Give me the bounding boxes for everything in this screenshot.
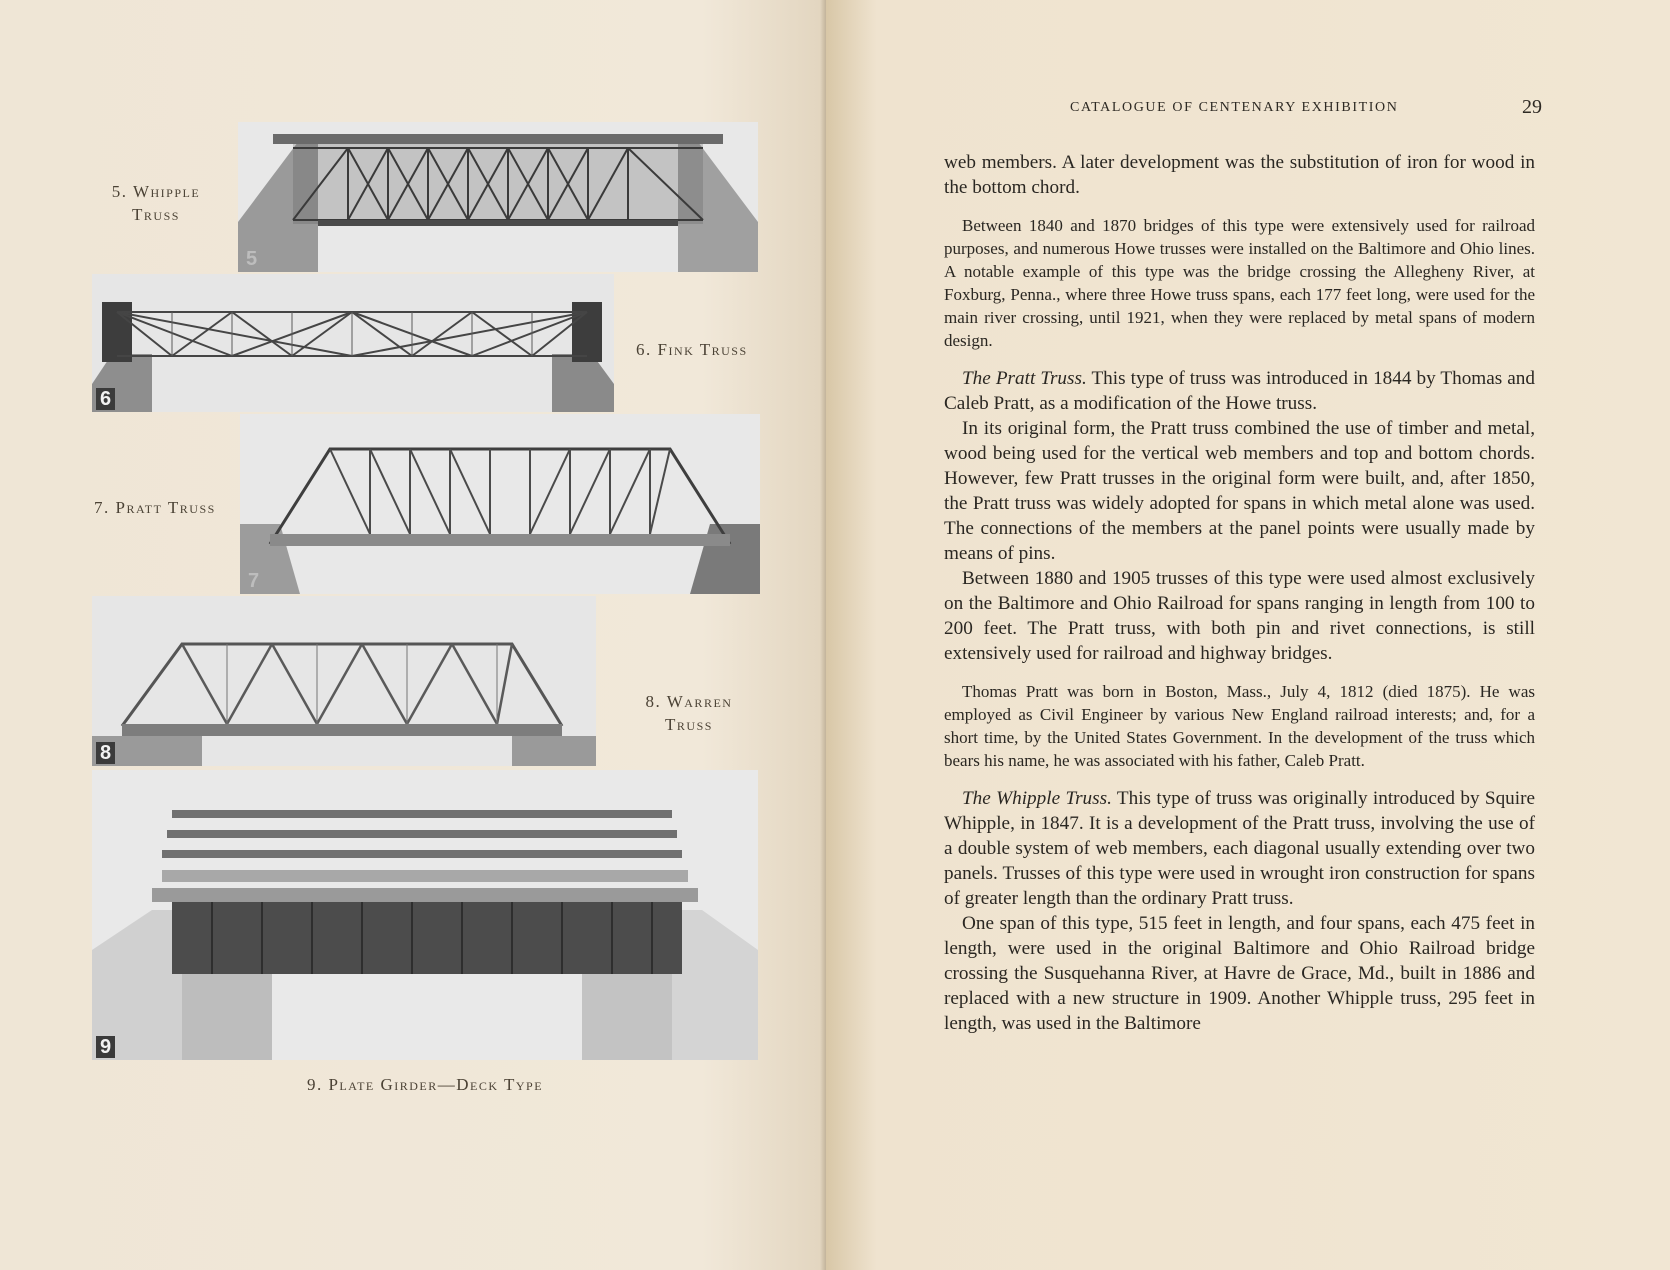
plate-plate-girder — [92, 770, 758, 1060]
heading-whipple-truss: The Whipple Truss. — [962, 788, 1112, 809]
pratt-truss-image — [240, 414, 760, 594]
fink-truss-image — [92, 274, 614, 412]
caption-whipple — [96, 180, 216, 226]
pratt-intro-text: This type of truss was introduced in 1844 by Thomas and Caleb Pratt, as a modification of the Howe truss. — [944, 368, 1535, 414]
caption-plate-girder: 9. Plate Girder—Deck Type — [306, 1075, 544, 1094]
figure-number-7: 7 — [248, 570, 260, 592]
plate-pratt-truss — [240, 414, 760, 594]
caption-warren — [614, 690, 764, 736]
paragraph-thomas-pratt-note: Thomas Pratt was born in Boston, Mass., July 4, 1812 (died 1875). He was employed as Civil Engineer by various New England railroad interests; and, for a short time, by the United States Government. In the development of the truss which bears his name, he was associated with his father, Caleb Pratt. — [944, 682, 1535, 770]
page-number: 29 — [1522, 96, 1542, 118]
plate-whipple-truss — [238, 122, 758, 272]
heading-pratt-truss: The Pratt Truss. — [962, 368, 1087, 389]
figure-number-8: 8 — [96, 742, 115, 764]
paragraph-continuation: web members. A later development was the substitution of iron for wood in the bottom chord. — [944, 152, 1535, 198]
paragraph-howe-note: Between 1840 and 1870 bridges of this type were extensively used for railroad purposes, and numerous Howe trusses were installed on the Baltimore and Ohio lines. A notable example of this type was the bridge crossing the Allegheny River, at Foxburg, Penna., where three Howe truss spans, each 177 feet long, were used for the main river crossing, until 1921, when they were replaced by metal spans of modern design. — [944, 216, 1535, 350]
paragraph-pratt-original: In its original form, the Pratt truss combined the use of timber and metal, wood being used for the vertical web members and top and bottom chords. However, few Pratt trusses in the original form were built, and, after 1850, the Pratt truss was widely adopted for spans in which metal alone was used. The connections of the members at the panel points were usually made by means of pins. — [944, 418, 1535, 564]
plate-fink-truss — [92, 274, 614, 412]
plate-warren-truss — [92, 596, 596, 766]
figure-number-9: 9 — [96, 1036, 115, 1058]
left-page — [0, 0, 826, 1270]
figure-number-6: 6 — [96, 388, 115, 410]
caption-whipple-line1: 5. Whipple — [111, 182, 201, 201]
caption-fink: 6. Fink Truss — [636, 340, 748, 359]
caption-warren-line1: 8. Warren — [645, 692, 733, 711]
warren-truss-image — [92, 596, 596, 766]
caption-pratt: 7. Pratt Truss — [94, 498, 216, 517]
plate-girder-image — [92, 770, 758, 1060]
figure-number-5: 5 — [246, 248, 258, 270]
caption-whipple-line2: Truss — [132, 205, 180, 224]
right-page — [826, 0, 1670, 1270]
paragraph-whipple-intro — [944, 786, 1535, 911]
caption-warren-line2: Truss — [665, 715, 713, 734]
paragraph-pratt-usage: Between 1880 and 1905 trusses of this type were used almost exclusively on the Baltimore and Ohio Railroad for spans ranging in length from 100 to 200 feet. The Pratt truss, with both pin and rivet connections, is still extensively used for railroad and highway bridges. — [944, 568, 1535, 664]
body-text — [944, 150, 1535, 1036]
whipple-intro-text: This type of truss was originally introduced by Squire Whipple, in 1847. It is a development of the Pratt truss, involving the use of a double system of web members, each diagonal usually extending over two panels. Trusses of this type were used in wrought iron construction for spans of greater length than the ordinary Pratt truss. — [944, 788, 1535, 909]
paragraph-whipple-spans: One span of this type, 515 feet in length, and four spans, each 475 feet in length, were used in the original Baltimore and Ohio Railroad bridge crossing the Susquehanna River, at Havre de Grace, Md., built in 1886 and replaced with a new structure in 1909. Another Whipple truss, 295 feet in length, was used in the Baltimore — [944, 913, 1535, 1034]
running-head: CATALOGUE OF CENTENARY EXHIBITION — [1070, 100, 1399, 115]
paragraph-pratt-intro — [944, 366, 1535, 416]
whipple-truss-image — [238, 122, 758, 272]
